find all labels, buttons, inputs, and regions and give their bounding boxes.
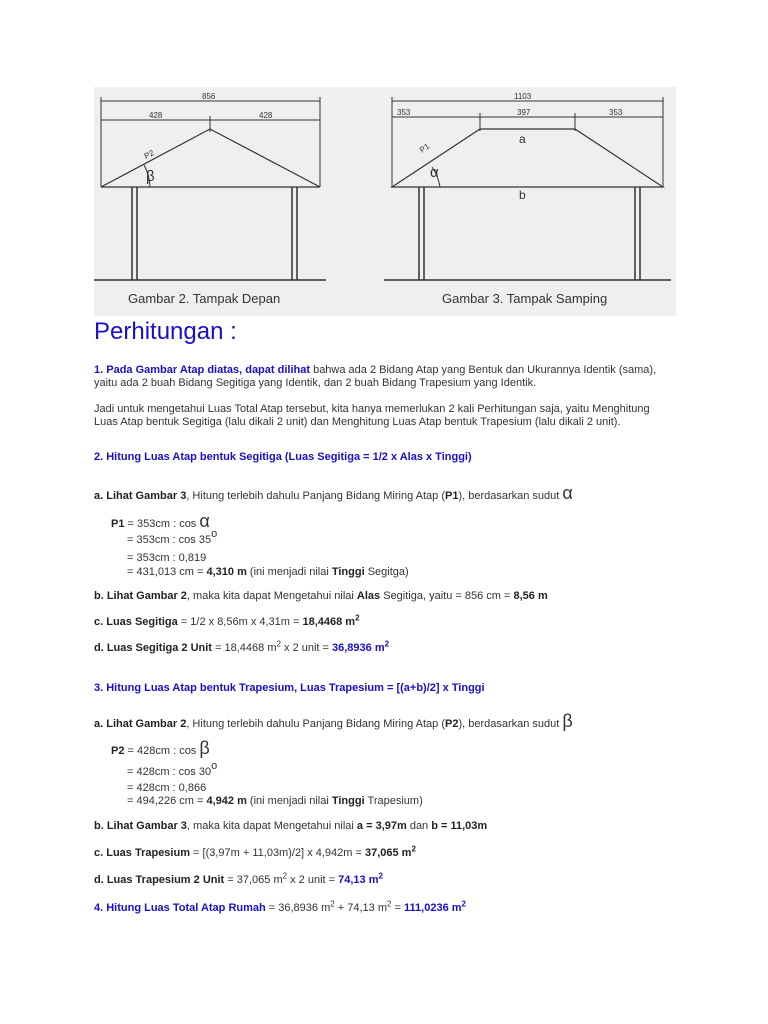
s3-l3-bold: Tinggi xyxy=(331,795,365,807)
s3-d-sup2: 2 xyxy=(378,871,383,881)
label-a: a xyxy=(519,132,526,146)
s3-b-label: b. Lihat Gambar 3 xyxy=(94,820,187,832)
s2-b-val: 8,56 m xyxy=(513,590,548,602)
s3-d-sup: 2 xyxy=(282,871,288,881)
label-b: b xyxy=(519,188,526,202)
s3-item-d xyxy=(94,871,674,887)
s2-l3-post: Segitga) xyxy=(364,566,409,578)
s3-p2-beta: β xyxy=(199,738,210,758)
s2-b-text2: Segitiga, yaitu = 856 cm = xyxy=(380,590,514,602)
s2-p1-line xyxy=(111,512,210,533)
roof-diagram-figure xyxy=(94,87,676,316)
page-heading: Perhitungan : xyxy=(94,318,237,345)
s2-p1-text: = 353cm : cos xyxy=(124,518,200,530)
s3-d-val: 74,13 m xyxy=(338,874,379,886)
s3-b-text: , maka kita dapat Mengetahui nilai xyxy=(186,820,357,832)
s3-item-c xyxy=(94,844,674,860)
beta-angle-label: β xyxy=(146,168,155,185)
s3-c-val: 37,065 m xyxy=(364,847,412,859)
s3-d-text2: x 2 unit = xyxy=(287,874,339,886)
s2-c-text: = 1/2 x 8,56m x 4,31m = xyxy=(177,616,303,628)
alpha-angle-label: α xyxy=(430,164,439,181)
s4-text2: + 74,13 m xyxy=(334,902,388,914)
s2-a-text2: ), berdasarkan sudut xyxy=(458,490,563,502)
s3-b-dan: dan xyxy=(406,820,432,832)
s2-calc-line-3 xyxy=(127,566,409,579)
s3-c-label: c. Luas Trapesium xyxy=(94,847,190,859)
s2-a-label: a. Lihat Gambar 3 xyxy=(94,490,187,502)
s3-p2-label: P2 xyxy=(111,745,125,757)
s3-p2-line xyxy=(111,739,210,760)
paragraph-1 xyxy=(94,364,674,390)
s3-a-beta: β xyxy=(562,711,573,731)
p1-lead: Pada Gambar Atap diatas, dapat dilihat xyxy=(106,364,311,376)
s2-b-label: b. Lihat Gambar 2 xyxy=(94,590,187,602)
s4-sup3: 2 xyxy=(461,899,466,909)
s2-l3-val: 4,310 m xyxy=(206,566,247,578)
s3-l3-post: Trapesium) xyxy=(364,795,423,807)
paragraph-jadi: Jadi untuk mengetahui Luas Total Atap tersebut, kita hanya memerlukan 2 kali Perhitungan saja, yaitu Menghitung Luas Atap bentuk Segitiga (lalu dikali 2 unit) dan Menghitung Luas Atap bentuk Trapesium (lalu dikali 2 unit). xyxy=(94,403,650,428)
s3-calc-line-2: = 428cm : 0,866 xyxy=(127,782,207,794)
s2-c-sup: 2 xyxy=(355,613,360,623)
s3-a-text1: , Hitung terlebih dahulu Panjang Bidang Miring Atap ( xyxy=(186,718,445,730)
s2-item-c xyxy=(94,613,674,629)
s3-a-p: P2 xyxy=(444,718,459,730)
s2-c-val: 18,4468 m xyxy=(302,616,356,628)
s2-calc-line-1 xyxy=(127,528,218,547)
s2-b-bold: Alas xyxy=(356,590,381,602)
s3-item-a xyxy=(94,712,674,733)
roof-diagrams xyxy=(94,87,676,316)
s3-l3-pre: = 494,226 cm = xyxy=(127,795,207,807)
s2-item-d xyxy=(94,639,674,655)
s2-d-sup: 2 xyxy=(276,639,281,649)
s2-a-text1: , Hitung terlebih dahulu Panjang Bidang Miring Atap ( xyxy=(186,490,445,502)
s3-l1-text: = 428cm : cos 30 xyxy=(127,766,212,778)
s3-calc-line-1 xyxy=(127,760,218,779)
s2-d-sup2: 2 xyxy=(384,639,390,649)
s2-l3-pre: = 431,013 cm = xyxy=(127,566,207,578)
left-total-label: 856 xyxy=(202,92,216,101)
s4-val: 111,0236 m xyxy=(404,902,462,914)
s2-d-text: = 18,4468 m xyxy=(211,642,277,654)
section-2-heading: 2. Hitung Luas Atap bentuk Segitiga (Luas Segitiga = 1/2 x Alas x Tinggi) xyxy=(94,451,472,463)
s2-l1-degree: o xyxy=(211,528,218,540)
right-total-label: 1103 xyxy=(514,92,532,101)
right-seg3-label: 353 xyxy=(609,108,623,117)
s2-l3-mid: (ini menjadi nilai xyxy=(246,566,332,578)
s3-l1-degree: o xyxy=(211,760,218,772)
s2-d-label: d. Luas Segitiga 2 Unit xyxy=(94,642,212,654)
front-roof-triangle xyxy=(101,129,320,187)
s2-l3-bold: Tinggi xyxy=(331,566,365,578)
s2-c-label: c. Luas Segitiga xyxy=(94,616,178,628)
s3-item-b xyxy=(94,820,674,833)
s3-c-text: = [(3,97m + 11,03m)/2] x 4,942m = xyxy=(189,847,365,859)
s3-l3-val: 4,942 m xyxy=(206,795,247,807)
p1-slope-label: P1 xyxy=(418,141,432,155)
p2-slope-label: P2 xyxy=(142,148,156,161)
s3-a-text2: ), berdasarkan sudut xyxy=(458,718,563,730)
caption-gambar-2: Gambar 2. Tampak Depan xyxy=(128,291,281,306)
section-3-heading: 3. Hitung Luas Atap bentuk Trapesium, Luas Trapesium = [(a+b)/2] x Tinggi xyxy=(94,682,485,694)
s2-b-text: , maka kita dapat Mengetahui nilai xyxy=(186,590,357,602)
s3-c-sup: 2 xyxy=(411,844,416,854)
s3-d-text: = 37,065 m xyxy=(224,874,283,886)
s4-text3: = xyxy=(391,902,405,914)
s2-d-val: 36,8936 m xyxy=(332,642,385,654)
s2-item-b xyxy=(94,590,674,603)
s2-a-p: P1 xyxy=(444,490,459,502)
s3-b-b-val: b = 11,03m xyxy=(431,820,488,832)
s4-label: 4. Hitung Luas Total Atap Rumah xyxy=(94,902,266,914)
s2-calc-line-2: = 353cm : 0,819 xyxy=(127,552,207,564)
left-half-label-2: 428 xyxy=(259,111,273,120)
right-seg2-label: 397 xyxy=(517,108,531,117)
s2-p1-alpha: α xyxy=(199,511,210,531)
caption-gambar-3: Gambar 3. Tampak Samping xyxy=(442,291,608,306)
s3-l3-mid: (ini menjadi nilai xyxy=(246,795,332,807)
s2-a-alpha: α xyxy=(562,483,573,503)
left-half-label-1: 428 xyxy=(149,111,163,120)
p1-number: 1. xyxy=(94,364,104,376)
s2-d-text2: x 2 unit = xyxy=(280,642,333,654)
s2-l1-text: = 353cm : cos 35 xyxy=(127,534,212,546)
s3-d-label: d. Luas Trapesium 2 Unit xyxy=(94,874,225,886)
right-seg1-label: 353 xyxy=(397,108,411,117)
s3-calc-line-3 xyxy=(127,795,423,808)
s4-sup: 2 xyxy=(330,899,335,909)
s2-p1-label: P1 xyxy=(111,518,125,530)
p1-text: bahwa ada 2 Bidang Atap yang Bentuk dan Ukurannya Identik (sama), yaitu ada 2 buah Bidang Segitiga yang Identik, dan 2 buah Bidang Trapesium yang Identik. xyxy=(94,364,657,389)
s3-b-a-val: a = 3,97m xyxy=(356,820,407,832)
s3-a-label: a. Lihat Gambar 2 xyxy=(94,718,187,730)
s3-p2-text: = 428cm : cos xyxy=(124,745,200,757)
s4-text: = 36,8936 m xyxy=(265,902,331,914)
s2-item-a xyxy=(94,484,674,505)
section-4-total xyxy=(94,899,674,915)
s4-sup2: 2 xyxy=(387,899,392,909)
